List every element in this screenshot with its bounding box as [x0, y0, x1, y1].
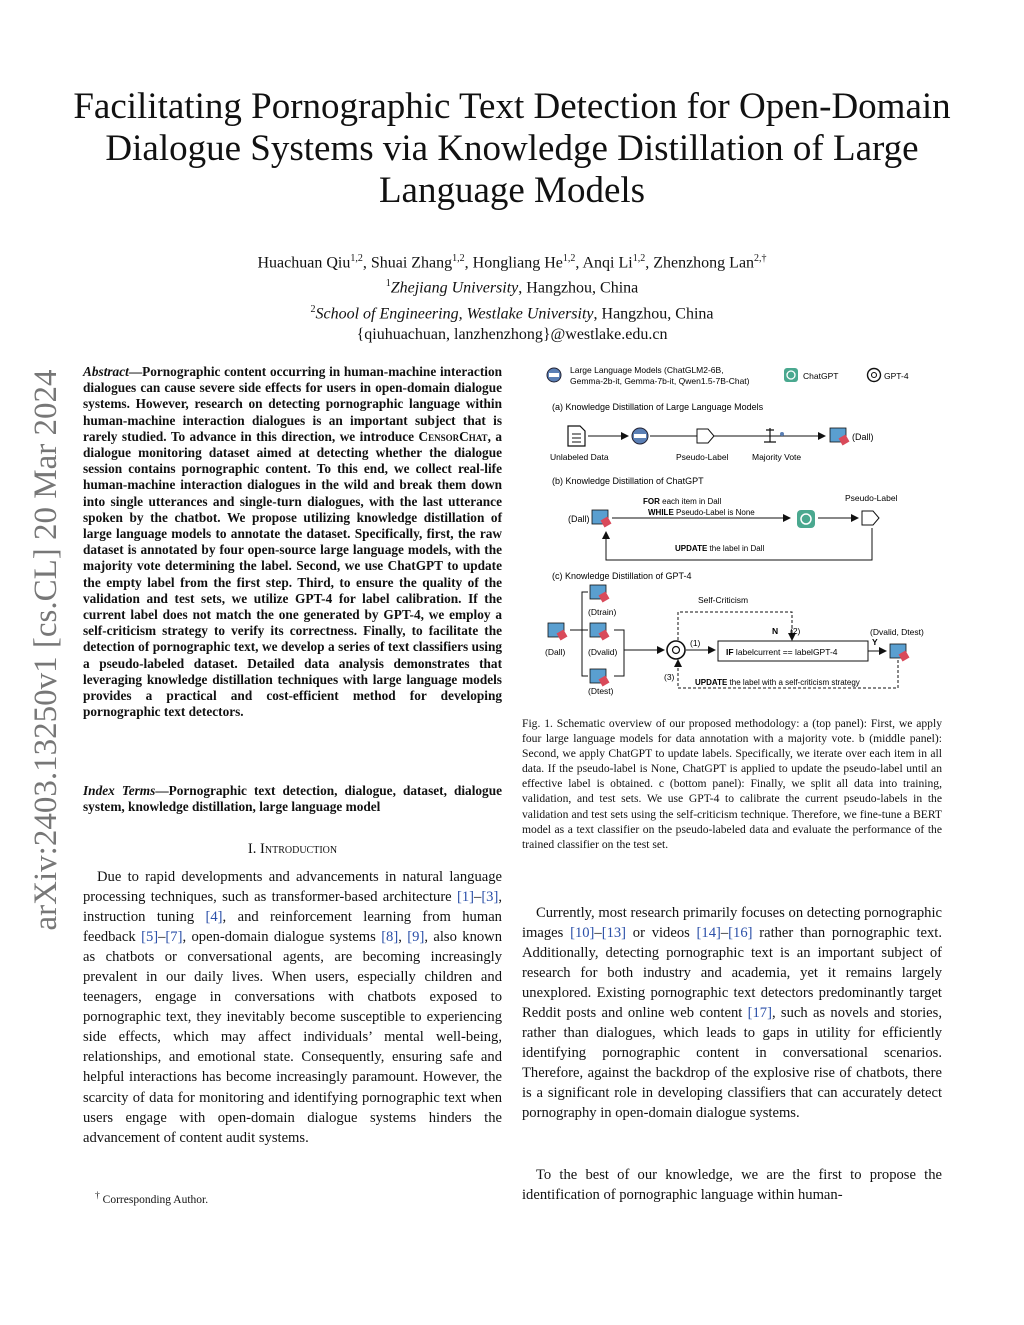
citation-link[interactable]: [7]	[165, 929, 183, 946]
author-name: Shuai Zhang	[370, 254, 453, 272]
author-list: Huachuan Qiu$^{1,2}$, Shuai Zhang$^{1,2}$, Hongliang He$^{1,2}$, Anqi Li$^{1,2}$, Zhenzhong Lan$^{2,\dagger}$	[257, 253, 767, 272]
panel-a-title: (a) Knowledge Distillation of Large Language Models	[552, 402, 764, 412]
database-icon	[590, 585, 609, 602]
no-branch-label: N	[772, 626, 779, 636]
citation-link[interactable]: [10]	[570, 925, 595, 942]
d-all-label: (Dall)	[568, 514, 590, 524]
author-name: Hongliang He	[472, 254, 563, 272]
svg-text:WHILE Pseudo-Label is None	[648, 508, 755, 517]
chatgpt-icon	[797, 510, 815, 528]
for-text: each item in Dall	[659, 497, 722, 506]
step-2-label: (2)	[790, 626, 801, 636]
database-icon	[830, 428, 849, 445]
legend-llm-models: Gemma-2b-it, Gemma-7b-it, Qwen1.5-7B-Chat)	[570, 376, 750, 386]
update-text: the label in Dall	[707, 544, 765, 553]
author-name: Zhenzhong Lan	[653, 254, 755, 272]
author-block	[60, 248, 964, 345]
gpt4-icon	[868, 369, 881, 382]
svg-text:UPDATE the label with a self-c	[695, 678, 860, 687]
citation-link[interactable]: [17]	[747, 1005, 772, 1022]
while-keyword: WHILE	[648, 508, 674, 517]
database-icon	[590, 623, 609, 640]
d-test-label: (Dtest)	[588, 686, 614, 696]
database-icon	[890, 644, 909, 661]
svg-text:UPDATE the label in Dall	[675, 544, 764, 553]
citation-link[interactable]: [16]	[728, 925, 753, 942]
section-heading: I. Introduction	[247, 841, 338, 857]
citation-link[interactable]: [1]	[456, 889, 475, 906]
update-keyword: UPDATE	[675, 544, 708, 553]
legend-chatgpt: ChatGPT	[803, 371, 839, 381]
while-text: Pseudo-Label is None	[673, 508, 755, 517]
affiliation-2: $^2$School of Engineering, Westlake University, Hangzhou, China	[310, 303, 714, 322]
citation-link[interactable]: [13]	[601, 925, 627, 942]
arxiv-stamp: arXiv:2403.13250v1 [cs.CL] 20 Mar 2024	[28, 369, 64, 931]
d-all-label: (Dall)	[545, 647, 566, 657]
for-keyword: FOR	[643, 497, 660, 506]
body-paragraph: Currently, most research primarily focuses on detecting pornographic images [10]–[13] or videos [14]–[16] rather than pornographic text. Additionally, detecting pornographic text is an important subject of research for both industry and academia, yet it remains largely unexplored. Existing pornographic text detectors predominantly target Reddit posts and online web content [17], such as novels and stories, rather than dialogues, which leads to gaps in utility for efficiently identifying pornographic content in conversational scenarios. Therefore, against the backdrop of the explosive rise of chatbots, there is a significant role in developing classifiers that can accurately detect pornography in open-domain dialogue systems.	[522, 905, 942, 1122]
if-keyword: IF	[726, 647, 734, 657]
majority-vote-label: Majority Vote	[752, 452, 802, 462]
pseudo-label-label: Pseudo-Label	[845, 493, 898, 503]
tag-icon	[697, 429, 714, 443]
index-terms: Index Terms—Pornographic text detection, dialogue, dataset, dialogue system, knowledge distillation, large language model	[83, 783, 502, 815]
index-terms-label: Index Terms	[83, 783, 156, 798]
tag-icon	[862, 511, 879, 525]
citation-link[interactable]: [3]	[481, 889, 499, 906]
abstract-label: Abstract	[83, 364, 129, 379]
author-email: {qiuhuachuan, lanzhenzhong}@westlake.edu.cn	[356, 325, 668, 343]
d-all-label: (Dall)	[852, 432, 874, 442]
dataset-name: CensorChat	[418, 428, 488, 444]
citation-link[interactable]: [8]	[381, 929, 399, 946]
if-text: labelcurrent == labelGPT-4	[733, 647, 838, 657]
panel-b-title: (b) Knowledge Distillation of ChatGPT	[552, 476, 704, 486]
gpt4-icon	[667, 641, 685, 659]
step-3-label: (3)	[664, 672, 675, 682]
citation-link[interactable]: [4]	[205, 909, 223, 926]
step-1-label: (1)	[690, 638, 701, 648]
unlabeled-data-label: Unlabeled Data	[550, 452, 609, 462]
d-train-label: (Dtrain)	[588, 607, 617, 617]
footnote: † Corresponding Author.	[95, 1190, 209, 1206]
yes-branch-label: Y	[872, 637, 878, 647]
intro-paragraph: Due to rapid developments and advancements in natural language processing techniques, such as transformer-based architecture [1]–[3], instruction tuning [4], and reinforcement learning from human feedback [5]–[7], open-domain dialogue systems [8], [9], also known as chatbots or conversational agents, are becoming increasingly prevalent in our daily lives. When users, especially children and teenagers, engage in conversations with chatbots exposed to pornographic text, they inevitably become susceptible to experiencing side effects, which may affect individuals’ mental well-being, relationships, and emotional state. Consequently, ensuring safe and helpful interactions has become increasingly paramount. However, the scarcity of data for monitoring and identifying pornographic text when users engage with open-domain dialogue systems hinders the advancement of content audit systems.	[83, 869, 503, 1146]
llm-icon	[632, 428, 648, 444]
citation-link[interactable]: [9]	[407, 929, 425, 946]
database-icon	[548, 623, 567, 640]
affiliation-1: $^1$Zhejiang University, Hangzhou, China	[385, 278, 639, 297]
d-valid-label: (Dvalid)	[588, 647, 618, 657]
svg-text:IF labelcurrent == labelGPT-4	[726, 647, 838, 657]
citation-link[interactable]: [14]	[696, 925, 721, 942]
paper-title: Facilitating Pornographic Text Detection for Open-Domain Dialogue Systems via Knowledge Distillation of Large Language Models	[73, 86, 951, 211]
author-name: Huachuan Qiu	[257, 254, 351, 272]
document-icon	[568, 426, 585, 446]
scale-icon	[764, 428, 784, 442]
database-icon	[592, 510, 611, 527]
chatgpt-icon	[784, 368, 798, 382]
llm-icon	[547, 368, 561, 382]
pseudo-label-label: Pseudo-Label	[676, 452, 729, 462]
author-name: Anqi Li	[582, 254, 633, 272]
panel-c-title: (c) Knowledge Distillation of GPT-4	[552, 571, 692, 581]
figure-1-schematic	[540, 360, 940, 705]
database-icon	[590, 669, 609, 686]
self-criticism-label: Self-Criticism	[698, 595, 749, 605]
legend-llm: Large Language Models (ChatGLM2-6B,	[570, 365, 724, 375]
update-text: the label with a self-criticism strategy	[727, 678, 860, 687]
abstract: Abstract—Pornographic content occurring in human-machine interaction dialogues can cause severe side effects for users in open-domain dialogue systems. However, research on detecting pornographic language within human-machine interaction dialogues is an important subject that is rarely studied. To advance in this direction, we introduce CensorChat, a dialogue monitoring dataset aimed at detecting whether the dialogue session contains pornographic content. To this end, we collect real-life human-machine interaction dialogues in the wild and break them down into single utterances and single-turn dialogues, with the last utterance spoken by the chatbot. We propose utilizing knowledge distillation of large language models to annotate the dataset. Specifically, first, the raw dataset is annotated by four open-source large language models, with the majority vote determining the label. Second, we use ChatGPT to update the empty label from the first step. Third, to ensure the quality of the validation and test sets, we utilize GPT-4 for label calibration. If the current label does not match the one generated by GPT-4, we employ a self-criticism strategy to verify its correctness. Finally, to facilitate the detection of pornographic text, we develop a series of text classifiers using a pseudo-labeled dataset. Detailed data analysis demonstrates that leveraging knowledge distillation techniques with large language models provides a practical and cost-efficient method for developing pornographic text detectors.	[83, 364, 502, 720]
body-paragraph: To the best of our knowledge, we are the first to propose the identification of pornographic language within human-	[522, 1167, 942, 1204]
d-valid-test-label: (Dvalid, Dtest)	[870, 627, 924, 637]
svg-text:FOR each item in Dall	[643, 497, 721, 506]
update-keyword: UPDATE	[695, 678, 728, 687]
citation-link[interactable]: [5]	[141, 929, 159, 946]
figure-caption: Fig. 1. Schematic overview of our proposed methodology: a (top panel): First, we apply four large language models for data annotation with a majority vote. b (middle panel): Second, we apply ChatGPT to update labels. Specifically, we iterate over each item in all data. If the pseudo-label is None, ChatGPT is applied to update the pseudo-label until an effective label is obtained. c (bottom panel): Finally, we split all data into training, validation, and test sets. We use GPT-4 to calibrate the current pseudo-labels in the validation and test sets using the self-criticism technique. Therefore, we fine-tune a BERT model as a text classifier on the pseudo-labeled data and evaluate the performance of the trained classifier on the test set.	[522, 717, 942, 851]
legend-gpt4: GPT-4	[884, 371, 909, 381]
